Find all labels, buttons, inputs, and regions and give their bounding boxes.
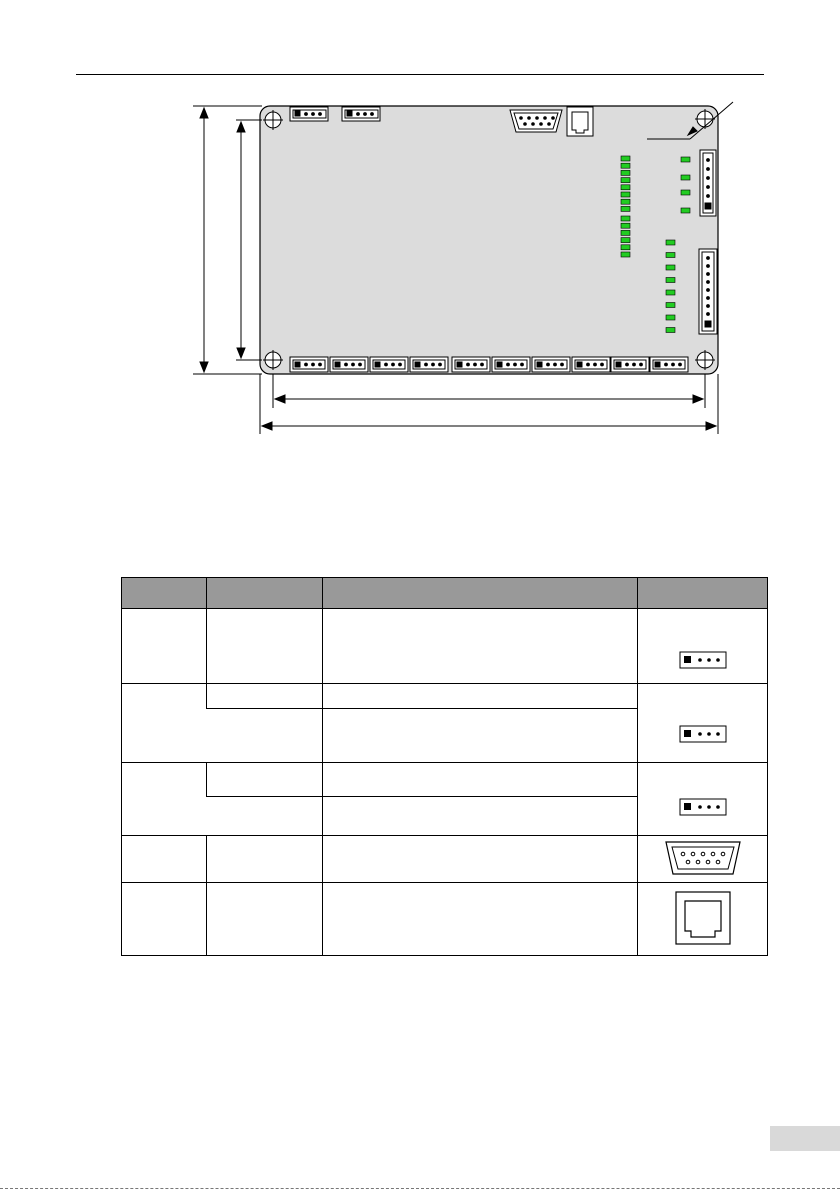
height-dimension-inner	[236, 120, 262, 360]
top-connector-1	[290, 107, 328, 121]
table-row	[122, 684, 768, 709]
rj45-port-icon	[638, 883, 768, 956]
table-cell	[207, 836, 323, 883]
width-dimension-outer	[260, 374, 718, 434]
led-indicator	[681, 157, 690, 162]
led-indicator	[621, 170, 630, 175]
bottom-connectors	[290, 357, 688, 372]
led-indicator	[621, 206, 630, 211]
db9-connector-icon	[638, 836, 768, 883]
table-row	[122, 836, 768, 883]
bottom-connector	[650, 357, 688, 372]
led-indicator	[666, 265, 675, 270]
led-indicator	[681, 208, 690, 213]
led-indicator	[666, 328, 675, 333]
header-cell	[207, 578, 323, 609]
table-row	[122, 763, 768, 797]
top-connector-2	[342, 107, 380, 121]
led-indicator	[621, 178, 630, 183]
table-cell	[122, 609, 207, 684]
led-indicator	[621, 185, 630, 190]
led-indicator	[621, 163, 630, 168]
bottom-connector	[611, 357, 649, 372]
table-cell	[207, 684, 323, 709]
led-indicator	[621, 238, 630, 243]
led-indicator	[681, 190, 690, 195]
width-dimension-inner	[273, 374, 705, 408]
table-header-row	[122, 578, 768, 609]
table-cell	[207, 709, 323, 763]
header-cell	[638, 578, 768, 609]
led-indicator	[621, 192, 630, 197]
footer-rule	[0, 1188, 840, 1189]
table-cell	[207, 883, 323, 956]
page-number-badge	[770, 1126, 840, 1151]
table-row	[122, 609, 768, 684]
board-diagram	[0, 0, 840, 460]
table-cell	[323, 684, 638, 709]
board-rj45-port	[567, 107, 593, 136]
led-indicator	[621, 252, 630, 257]
board-outline-drawing	[0, 0, 840, 460]
bottom-connector	[410, 357, 448, 372]
table-cell	[323, 883, 638, 956]
table-cell	[207, 609, 323, 684]
led-indicator	[666, 315, 675, 320]
right-connector-6pin	[700, 150, 716, 216]
table-cell	[207, 797, 323, 836]
header-cell	[122, 578, 207, 609]
table-cell	[207, 763, 323, 797]
table-row	[122, 883, 768, 956]
right-connector-9pin	[699, 249, 717, 334]
table-cell	[323, 609, 638, 684]
bottom-connector	[452, 357, 490, 372]
led-indicator	[621, 216, 630, 221]
bottom-connector	[330, 357, 368, 372]
led-indicator	[666, 253, 675, 258]
table-cell	[323, 709, 638, 763]
led-indicator	[621, 156, 630, 161]
connector-4pin-icon	[638, 763, 768, 836]
connector-spec-table	[121, 577, 768, 956]
led-indicator	[666, 278, 675, 283]
bottom-connector	[370, 357, 408, 372]
led-indicator	[666, 303, 675, 308]
bottom-connector	[492, 357, 530, 372]
table-cell	[122, 763, 207, 836]
bottom-connector	[290, 357, 328, 372]
board-body	[260, 106, 718, 374]
connector-4pin-icon	[638, 684, 768, 763]
table-cell	[122, 883, 207, 956]
table-cell	[323, 797, 638, 836]
header-cell	[323, 578, 638, 609]
table-cell	[122, 684, 207, 763]
table-cell	[323, 763, 638, 797]
table-cell	[122, 836, 207, 883]
led-indicator	[621, 230, 630, 235]
bottom-connector	[532, 357, 570, 372]
led-indicator	[666, 240, 675, 245]
led-indicator	[621, 199, 630, 204]
led-indicator	[666, 290, 675, 295]
board-db9-port	[510, 110, 562, 132]
led-indicator	[621, 245, 630, 250]
height-dimension-outer	[193, 106, 262, 374]
led-indicator	[681, 175, 690, 180]
table-cell	[323, 836, 638, 883]
connector-4pin-icon	[638, 609, 768, 684]
bottom-connector	[572, 357, 610, 372]
led-indicator	[621, 223, 630, 228]
